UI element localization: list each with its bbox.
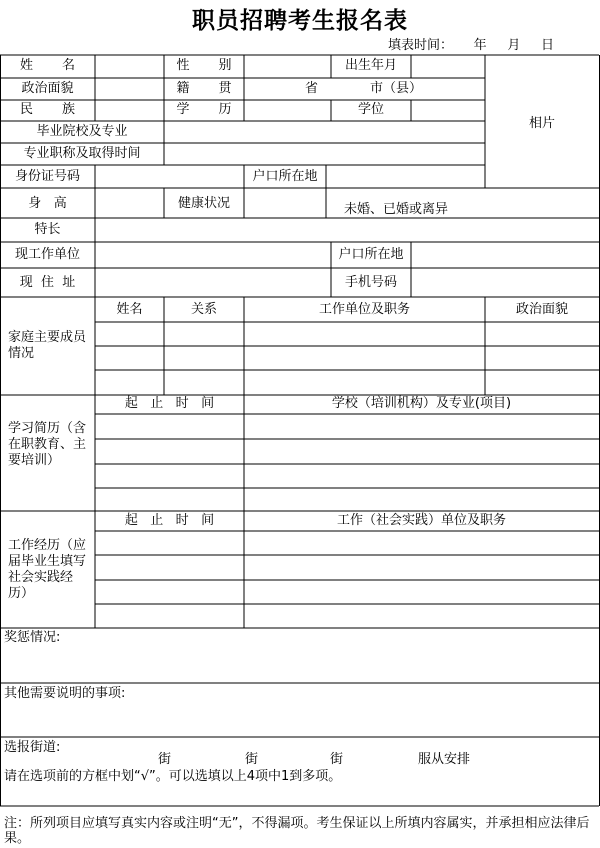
- degree-input[interactable]: [412, 101, 484, 120]
- study-header-school: 学校（培训机构）及专业(项目): [331, 396, 512, 411]
- family-row[interactable]: [96, 347, 598, 369]
- family-header-relation: 关系: [190, 302, 217, 317]
- label-height: 身 高: [28, 196, 67, 211]
- family-row[interactable]: [96, 323, 598, 345]
- work-row[interactable]: [96, 556, 598, 579]
- label-awards: 奖惩情况:: [4, 630, 61, 645]
- label-ethnic: 民 族: [20, 102, 75, 117]
- hukou-1-input[interactable]: [327, 166, 484, 187]
- label-degree: 学位: [357, 102, 384, 117]
- specialty-input[interactable]: [96, 219, 598, 241]
- birth-input[interactable]: [412, 56, 484, 77]
- work-unit-input[interactable]: [96, 243, 330, 267]
- study-row[interactable]: [96, 489, 598, 510]
- label-gender: 性 别: [176, 58, 232, 73]
- label-health: 健康状况: [177, 196, 230, 211]
- study-header-period: 起 止 时 间: [124, 396, 215, 411]
- education-input[interactable]: [245, 101, 330, 120]
- mobile-input[interactable]: [412, 269, 598, 296]
- label-hukou-2: 户口所在地: [338, 247, 404, 262]
- political-input[interactable]: [96, 79, 163, 99]
- label-political: 政治面貌: [21, 81, 74, 96]
- label-photo: 相片: [528, 116, 555, 131]
- label-address: 现 住 址: [19, 275, 76, 290]
- label-street: 选报街道:: [4, 740, 61, 755]
- study-row[interactable]: [96, 465, 598, 487]
- street-instruction: 请在选项前的方框中划“√”。可以选填以上4项中1到多项。: [4, 769, 342, 784]
- work-header-period: 起 止 时 间: [124, 513, 215, 528]
- label-hukou-1: 户口所在地: [252, 169, 318, 184]
- label-birth: 出生年月: [344, 58, 397, 73]
- label-specialty: 特长: [34, 222, 61, 237]
- label-name: 姓 名: [20, 58, 75, 73]
- family-header-political: 政治面貌: [515, 302, 568, 317]
- street-option[interactable]: 街: [245, 752, 259, 767]
- label-title-time: 专业职称及取得时间: [23, 146, 141, 161]
- health-input[interactable]: [245, 189, 325, 217]
- street-option-obey[interactable]: 服从安排: [418, 752, 471, 767]
- label-school-major: 毕业院校及专业: [36, 124, 128, 139]
- label-id-number: 身份证号码: [14, 169, 80, 184]
- label-marital[interactable]: 未婚、已婚或离异: [344, 202, 449, 217]
- label-family: 家庭主要成员情况: [8, 330, 87, 361]
- family-header-unit: 工作单位及职务: [318, 302, 410, 317]
- work-row[interactable]: [96, 532, 598, 554]
- title-time-input[interactable]: [165, 144, 484, 164]
- hukou-2-input[interactable]: [412, 243, 598, 267]
- label-province: 省: [305, 81, 319, 96]
- photo-box[interactable]: [485, 56, 599, 187]
- family-header-name: 姓名: [116, 302, 143, 317]
- gender-input[interactable]: [245, 56, 330, 77]
- label-native: 籍 贯: [176, 81, 232, 96]
- id-number-input[interactable]: [96, 166, 243, 187]
- label-education: 学 历: [176, 102, 232, 117]
- address-input[interactable]: [96, 269, 330, 296]
- street-option[interactable]: 街: [158, 752, 172, 767]
- work-row[interactable]: [96, 581, 598, 603]
- label-other: 其他需要说明的事项:: [4, 686, 126, 701]
- family-row[interactable]: [96, 371, 598, 394]
- footnote: 注：所列项目应填写真实内容或注明“无”，不得漏项。考生保证以上所填内容属实，并承担相应法律后果。: [4, 816, 590, 846]
- awards-input[interactable]: [1, 646, 598, 682]
- label-work-unit: 现工作单位: [14, 247, 80, 262]
- label-study: 学习简历（含在职教育、主要培训）: [8, 421, 87, 468]
- work-row[interactable]: [96, 605, 598, 627]
- name-input[interactable]: [96, 56, 163, 77]
- fill-date: 填表时间： 年 月 日: [388, 38, 554, 53]
- form-title: 职员招聘考生报名表: [192, 8, 408, 34]
- other-input[interactable]: [1, 702, 598, 736]
- street-option[interactable]: 街: [330, 752, 344, 767]
- label-work: 工作经历（应届毕业生填写社会实践经历）: [8, 538, 87, 601]
- school-major-input[interactable]: [165, 122, 484, 142]
- work-header-unit: 工作（社会实践）单位及职务: [336, 513, 506, 528]
- height-input[interactable]: [96, 189, 163, 217]
- label-city: 市（县）: [370, 81, 423, 96]
- ethnic-input[interactable]: [96, 101, 163, 120]
- study-row[interactable]: [96, 415, 598, 438]
- label-mobile: 手机号码: [344, 275, 397, 290]
- study-row[interactable]: [96, 440, 598, 463]
